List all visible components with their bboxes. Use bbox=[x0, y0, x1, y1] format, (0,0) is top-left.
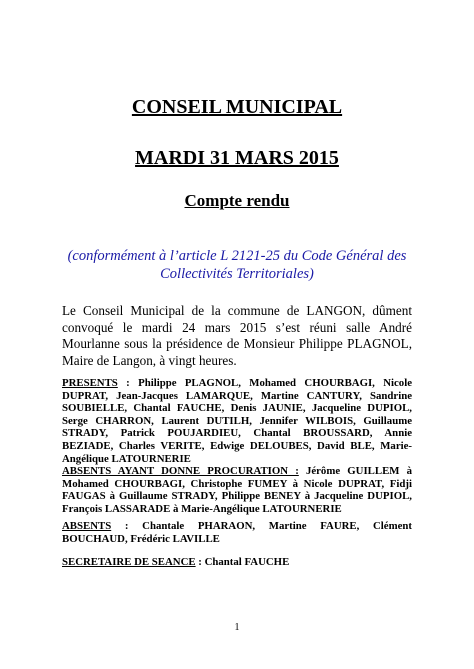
page-number: 1 bbox=[234, 622, 240, 633]
absents-section bbox=[62, 520, 412, 545]
presents-section bbox=[62, 377, 412, 465]
presents-list: : Philippe PLAGNOL, Mohamed CHOURBAGI, Nicole DUPRAT, Jean-Jacques LAMARQUE, Martine CANTURY, Sandrine SOUBIELLE, Chantal FAUCHE, Denis JAUNIE, Jacqueline DUPIOL, Serge CHARRON, Laurent DUTILH, Jennifer WILBOIS, Guillaume STRADY, Patrick POUJARDIEU, Chantal BROUSSARD, Annie BEZIADE, Charles VERITE, Edwige DELOUBES, David BLE, Marie-Angélique LATOURNERIE bbox=[62, 377, 412, 465]
absents-list: : Chantale PHARAON, Martine FAURE, Clément BOUCHAUD, Frédéric LAVILLE bbox=[62, 520, 412, 545]
legal-reference bbox=[60, 247, 414, 283]
secretaire-name: : Chantal FAUCHE bbox=[195, 556, 290, 568]
page-title: CONSEIL MUNICIPAL bbox=[131, 96, 343, 118]
document-subtitle: Compte rendu bbox=[184, 191, 290, 210]
absents-label: ABSENTS bbox=[62, 520, 112, 532]
secretaire-section bbox=[62, 556, 412, 569]
legal-reference-line-1: (conformément à l’article L 2121-25 du Code Général des bbox=[67, 248, 407, 264]
intro-paragraph: Le Conseil Municipal de la commune de LANGON, dûment convoqué le mardi 24 mars 2015 s’est réuni salle André Mourlanne sous la présidence de Monsieur Philippe PLAGNOL, Maire de Langon, à vingt heures. bbox=[62, 303, 412, 368]
legal-reference-line-2: Collectivités Territoriales) bbox=[160, 266, 314, 282]
presents-label: PRESENTS bbox=[62, 377, 118, 389]
meeting-date: MARDI 31 MARS 2015 bbox=[135, 147, 339, 169]
absents-procuration-list: Jérôme GUILLEM à Mohamed CHOURBAGI, Christophe FUMEY à Nicole DUPRAT, Fidji FAUGAS à Guillaume STRADY, Philippe BENEY à Jacqueline DUPIOL, François LASSARADE à Marie-Angélique LATOURNERIE bbox=[62, 465, 413, 515]
secretaire-label: SECRETAIRE DE SEANCE bbox=[62, 556, 196, 568]
absents-procuration-label: ABSENTS AYANT DONNE PROCURATION : bbox=[62, 465, 299, 477]
absents-procuration-section bbox=[62, 465, 412, 515]
